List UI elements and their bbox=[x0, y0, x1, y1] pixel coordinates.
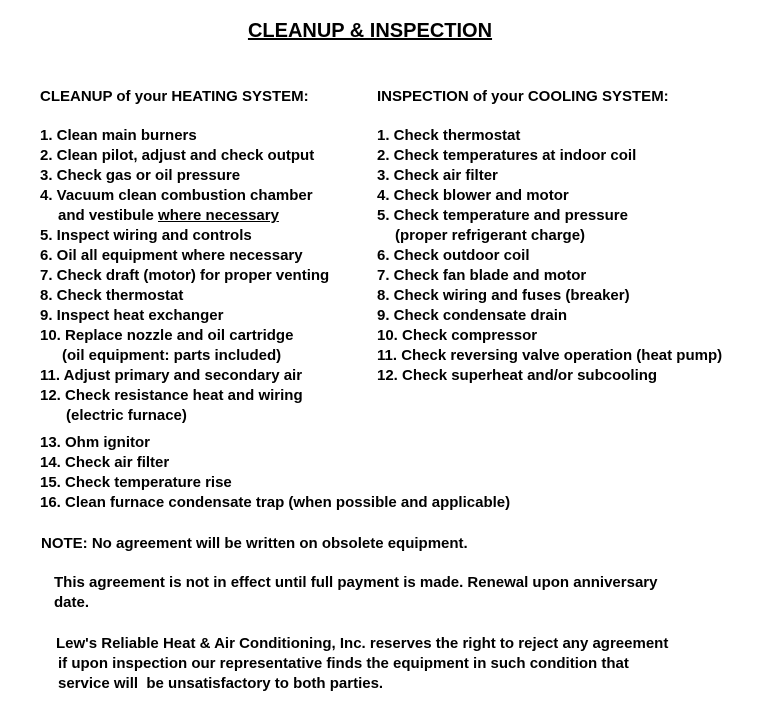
list-item: 10. Replace nozzle and oil cartridge bbox=[40, 327, 294, 344]
reserve-line: service will be unsatisfactory to both parties. bbox=[58, 675, 384, 692]
cooling-list bbox=[377, 126, 722, 386]
list-item: 4. Check blower and motor bbox=[377, 187, 569, 204]
agreement-line: This agreement is not in effect until full payment is made. Renewal upon anniversary bbox=[54, 574, 658, 591]
list-item: 3. Check gas or oil pressure bbox=[40, 167, 241, 184]
list-item: 14. Check air filter bbox=[40, 454, 170, 471]
list-item: 13. Ohm ignitor bbox=[40, 434, 151, 451]
heating-list bbox=[40, 126, 329, 426]
reserve-paragraph bbox=[56, 634, 668, 694]
agreement-paragraph bbox=[54, 573, 657, 613]
list-item: 8. Check wiring and fuses (breaker) bbox=[377, 287, 630, 304]
list-item: 7. Check draft (motor) for proper venting bbox=[40, 267, 330, 284]
list-item: (proper refrigerant charge) bbox=[395, 227, 586, 244]
list-item: 6. Check outdoor coil bbox=[377, 247, 530, 264]
list-item-text: and vestibule bbox=[58, 207, 154, 224]
list-item: 7. Check fan blade and motor bbox=[377, 267, 587, 284]
note-text: NOTE: No agreement will be written on obsolete equipment. bbox=[41, 535, 468, 552]
page-title: CLEANUP & INSPECTION bbox=[247, 20, 493, 42]
list-item: (electric furnace) bbox=[66, 407, 187, 424]
list-item: 2. Clean pilot, adjust and check output bbox=[40, 147, 315, 164]
heating-heading: CLEANUP of your HEATING SYSTEM: bbox=[40, 88, 309, 105]
agreement-line: date. bbox=[54, 594, 90, 611]
reserve-line: if upon inspection our representative finds the equipment in such condition that bbox=[58, 655, 629, 672]
list-item: 16. Clean furnace condensate trap (when possible and applicable) bbox=[40, 494, 511, 511]
list-item bbox=[40, 206, 329, 226]
list-item: (oil equipment: parts included) bbox=[62, 347, 282, 364]
list-item: 9. Inspect heat exchanger bbox=[40, 307, 224, 324]
list-item: 8. Check thermostat bbox=[40, 287, 184, 304]
list-item: 5. Check temperature and pressure bbox=[377, 207, 628, 224]
list-item: 1. Check thermostat bbox=[377, 127, 521, 144]
heating-list-extra bbox=[40, 433, 510, 513]
cooling-heading: INSPECTION of your COOLING SYSTEM: bbox=[377, 88, 669, 105]
list-item: 3. Check air filter bbox=[377, 167, 498, 184]
list-item: 4. Vacuum clean combustion chamber bbox=[40, 187, 313, 204]
underlined-text: where necessary bbox=[158, 207, 279, 224]
list-item: 1. Clean main burners bbox=[40, 127, 197, 144]
list-item: 5. Inspect wiring and controls bbox=[40, 227, 252, 244]
list-item: 6. Oil all equipment where necessary bbox=[40, 247, 303, 264]
list-item: 11. Check reversing valve operation (heat pump) bbox=[377, 347, 723, 364]
list-item: 10. Check compressor bbox=[377, 327, 538, 344]
list-item: 2. Check temperatures at indoor coil bbox=[377, 147, 637, 164]
reserve-line: Lew's Reliable Heat & Air Conditioning, Inc. reserves the right to reject any agreement bbox=[56, 635, 669, 652]
list-item: 12. Check resistance heat and wiring bbox=[40, 387, 303, 404]
list-item: 12. Check superheat and/or subcooling bbox=[377, 367, 658, 384]
list-item: 11. Adjust primary and secondary air bbox=[40, 367, 303, 384]
list-item: 9. Check condensate drain bbox=[377, 307, 568, 324]
list-item: 15. Check temperature rise bbox=[40, 474, 232, 491]
